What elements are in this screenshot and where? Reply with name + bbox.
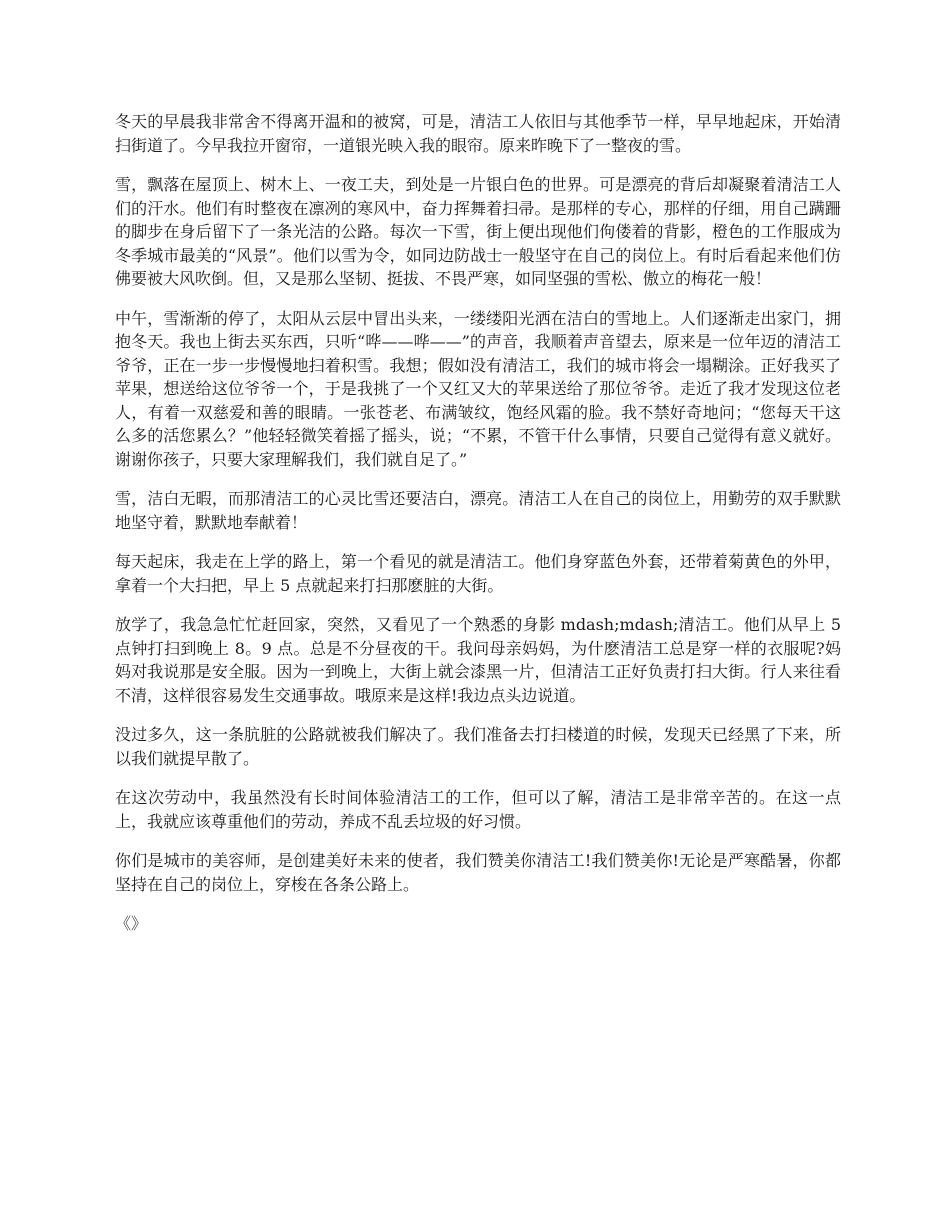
paragraph-6: 放学了，我急急忙忙赶回家，突然，又看见了一个熟悉的身影 mdash;mdash;清洁工。他们从早上 5 点钟打扫到晚上 8。9 点。总是不分昼夜的干。我问母亲妈妈，为什麽清洁工总是穿一样的衣服呢?妈妈对我说那是安全服。因为一到晚上，大街上就会漆黑一片，但清洁工正好负责打扫大街。行人来往看不清，这样很容易发生交通事故。哦原来是这样!我边点头边说道。 xyxy=(115,615,841,705)
paragraph-7: 没过多久，这一条肮脏的公路就被我们解决了。我们准备去打扫楼道的时候，发现天已经黑了下来，所以我们就提早散了。 xyxy=(115,725,841,768)
paragraph-9: 你们是城市的美容师，是创建美好未来的使者，我们赞美你清洁工!我们赞美你!无论是严寒酷暑，你都坚持在自己的岗位上，穿梭在各条公路上。 xyxy=(115,851,841,894)
paragraph-5: 每天起床，我走在上学的路上，第一个看见的就是清洁工。他们身穿蓝色外套，还带着菊黄色的外甲，拿着一个大扫把，早上 5 点就起来打扫那麽脏的大街。 xyxy=(115,552,841,595)
paragraph-4: 雪，洁白无暇，而那清洁工的心灵比雪还要洁白，漂亮。清洁工人在自己的岗位上，用勤劳的双手默默地坚守着，默默地奉献着！ xyxy=(115,489,841,532)
footer-mark: 《》 xyxy=(115,914,148,933)
document-body xyxy=(115,110,841,936)
paragraph-2: 雪，飘落在屋顶上、树木上、一夜工夫，到处是一片银白色的世界。可是漂亮的背后却凝聚着清洁工人们的汗水。他们有时整夜在凛冽的寒风中，奋力挥舞着扫帚。是那样的专心，那样的仔细，用自己蹒跚的脚步在身后留下了一条光洁的公路。每次一下雪，街上便出现他们佝偻着的背影，橙色的工作服成为冬季城市最美的“风景”。他们以雪为令，如同边防战士一般坚守在自己的岗位上。有时后看起来他们仿佛要被大风吹倒。但，又是那么坚韧、挺拔、不畏严寒，如同坚强的雪松、傲立的梅花一般！ xyxy=(115,175,841,288)
paragraph-1: 冬天的早晨我非常舍不得离开温和的被窝，可是，清洁工人依旧与其他季节一样，早早地起床，开始清扫街道了。今早我拉开窗帘，一道银光映入我的眼帘。原来昨晚下了一整夜的雪。 xyxy=(115,112,841,155)
paragraph-8: 在这次劳动中，我虽然没有长时间体验清洁工的工作，但可以了解，清洁工是非常辛苦的。在这一点上，我就应该尊重他们的劳动，养成不乱丢垃圾的好习惯。 xyxy=(115,788,841,831)
paragraph-3: 中午，雪渐渐的停了，太阳从云层中冒出头来，一缕缕阳光洒在洁白的雪地上。人们逐渐走出家门，拥抱冬天。我也上街去买东西，只听“哗——哗——”的声音，我顺着声音望去，原来是一位年迈的清洁工爷爷，正在一步一步慢慢地扫着积雪。我想；假如没有清洁工，我们的城市将会一塌糊涂。正好我买了苹果，想送给这位爷爷一个，于是我挑了一个又红又大的苹果送给了那位爷爷。走近了我才发现这位老人，有着一双慈爱和善的眼睛。一张苍老、布满皱纹，饱经风霜的脸。我不禁好奇地问；“您每天干这么多的活您累么？”他轻轻微笑着摇了摇头，说；“不累，不管干什么事情，只要自己觉得有意义就好。谢谢你孩子，只要大家理解我们，我们就自足了。” xyxy=(115,308,841,469)
